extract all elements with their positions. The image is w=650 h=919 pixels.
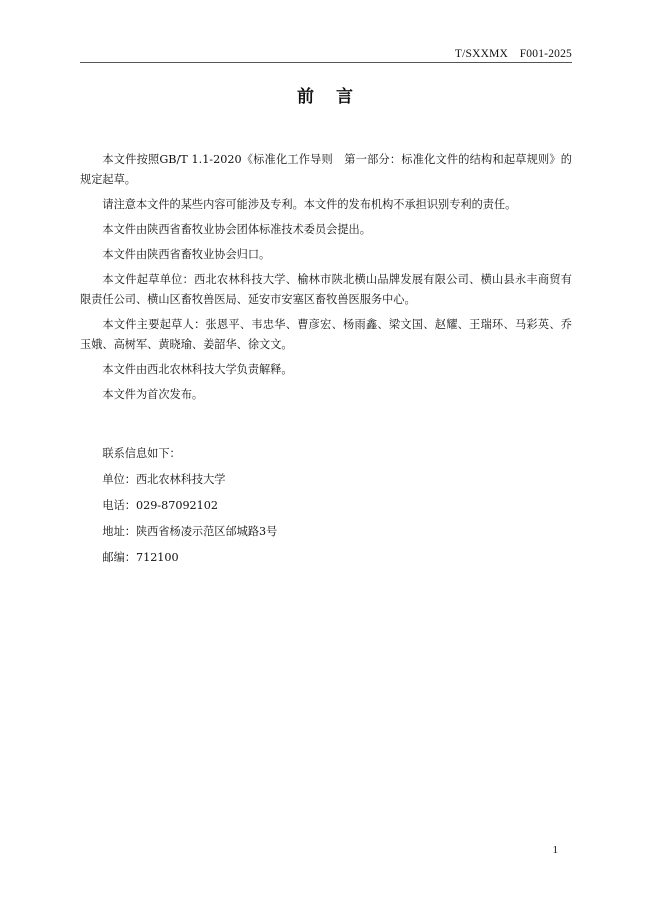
paragraph: 本文件主要起草人：张恩平、韦忠华、曹彦宏、杨雨鑫、梁文国、赵耀、王瑞环、马彩英、乔玉娥、高树军、黄晓瑜、姜韶华、徐文文。	[80, 318, 572, 351]
paragraph: 本文件由西北农林科技大学负责解释。	[102, 363, 293, 376]
contact-postcode: 邮编：712100	[102, 551, 179, 564]
page-title: 前言	[297, 87, 375, 107]
foreword-body	[80, 150, 572, 410]
document-code: T/SXXMX F001-2025	[454, 48, 572, 60]
page-number: 1	[552, 844, 558, 856]
paragraph: 本文件按照GB/T 1.1-2020《标准化工作导则 第一部分：标准化文件的结构和起草规则》的规定起草。	[80, 153, 572, 186]
header-divider	[80, 62, 572, 63]
contact-phone: 电话：029-87092102	[102, 499, 219, 512]
paragraph: 本文件为首次发布。	[102, 388, 204, 401]
contact-info	[80, 444, 572, 574]
contact-address: 地址：陕西省杨凌示范区邰城路3号	[102, 525, 278, 538]
paragraph: 本文件由陕西省畜牧业协会团体标准技术委员会提出。	[102, 223, 371, 236]
paragraph: 本文件由陕西省畜牧业协会归口。	[102, 248, 271, 261]
paragraph: 请注意本文件的某些内容可能涉及专利。本文件的发布机构不承担识别专利的责任。	[102, 198, 517, 211]
paragraph: 本文件起草单位：西北农林科技大学、榆林市陕北横山品牌发展有限公司、横山县永丰商贸有限责任公司、横山区畜牧兽医局、延安市安塞区畜牧兽医服务中心。	[80, 273, 572, 306]
contact-unit: 单位：西北农林科技大学	[102, 473, 226, 486]
contact-heading: 联系信息如下：	[102, 447, 181, 460]
